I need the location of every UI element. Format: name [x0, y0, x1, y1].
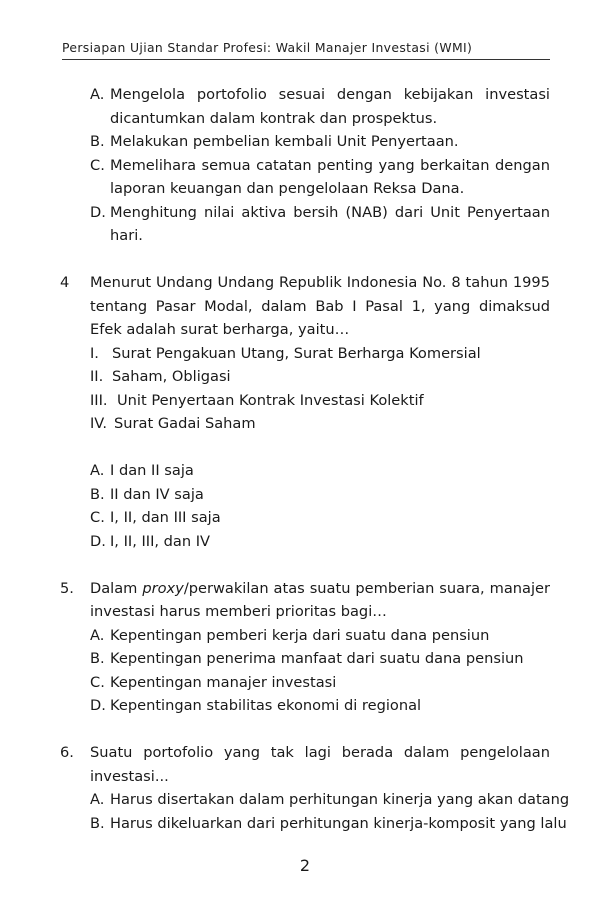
- option-text: I, II, dan III saja: [110, 509, 221, 526]
- option-mark: A.: [90, 462, 105, 479]
- question-number: 4: [60, 274, 70, 291]
- option-mark: C.: [90, 673, 105, 691]
- option-text: Mengelola portofolio sesuai dengan kebijakan investasi: [110, 86, 550, 103]
- question-text-pre: Dalam: [90, 579, 143, 597]
- option-text: Menghitung nilai aktiva bersih (NAB) dari Unit Penyertaan: [110, 203, 550, 221]
- option-mark: C.: [90, 509, 105, 526]
- item-mark: I.: [90, 344, 99, 362]
- question-number: 6.: [60, 744, 74, 761]
- item-mark: IV.: [90, 415, 108, 432]
- q6-stem-line1: [60, 741, 550, 765]
- option-text: Harus disertakan dalam perhitungan kinerja yang akan datang: [110, 791, 570, 808]
- q4-item-1: [60, 342, 550, 366]
- option-mark: B.: [90, 133, 105, 150]
- page-number: 2: [299, 856, 311, 875]
- q4-stem-line1: [60, 271, 550, 295]
- q4-item-4: [60, 412, 550, 436]
- option-mark: B.: [90, 814, 105, 832]
- option-mark: D.: [90, 532, 106, 550]
- question-text: Suatu portofolio yang tak lagi berada dalam pengelolaan: [90, 744, 550, 761]
- q4-item-2: [60, 365, 550, 389]
- question-number: 5.: [60, 579, 74, 597]
- option-text: Harus dikeluarkan dari perhitungan kinerja-komposit yang lalu: [110, 814, 567, 832]
- q5-stem-line1: [60, 577, 550, 601]
- option-mark: B.: [90, 650, 105, 667]
- question-text-post: /perwakilan atas suatu pemberian suara, manajer: [183, 579, 550, 597]
- q4-stem-line2: tentang Pasar Modal, dalam Bab I Pasal 1, yang dimaksud: [90, 297, 550, 315]
- option-text: I dan II saja: [110, 462, 194, 479]
- q5-option-b: [60, 647, 550, 671]
- q3-option-a-line2: dicantumkan dalam kontrak dan prospektus.: [110, 109, 438, 127]
- q3-option-d-line1: [60, 201, 550, 225]
- q3-option-b: [60, 130, 550, 154]
- option-text: Melakukan pembelian kembali Unit Penyertaan.: [110, 133, 459, 150]
- item-text: Surat Pengakuan Utang, Surat Berharga Komersial: [112, 344, 481, 362]
- option-text: I, II, III, dan IV: [110, 532, 211, 550]
- option-mark: B.: [90, 485, 105, 503]
- q3-option-d-line2: hari.: [110, 227, 143, 244]
- q5-option-a: [60, 624, 550, 648]
- option-mark: C.: [90, 156, 105, 174]
- item-mark: III.: [90, 391, 108, 409]
- option-text: Kepentingan stabilitas ekonomi di regional: [110, 697, 422, 714]
- option-mark: D.: [90, 203, 106, 221]
- q6-option-b: [60, 812, 567, 836]
- option-mark: A.: [90, 791, 105, 808]
- option-mark: A.: [90, 86, 105, 103]
- item-text: Saham, Obligasi: [112, 368, 231, 385]
- option-text: Kepentingan manajer investasi: [110, 673, 337, 691]
- option-text: Memelihara semua catatan penting yang berkaitan dengan: [110, 156, 550, 174]
- option-text: Kepentingan pemberi kerja dari suatu dana pensiun: [110, 626, 490, 644]
- option-text: Kepentingan penerima manfaat dari suatu dana pensiun: [110, 650, 524, 667]
- q4-stem-line3: Efek adalah surat berharga, yaitu…: [90, 321, 350, 338]
- q4-option-a: [60, 459, 550, 483]
- item-text: Surat Gadai Saham: [114, 415, 256, 432]
- question-text-italic: proxy: [142, 579, 184, 597]
- item-mark: II.: [90, 368, 104, 385]
- q4-option-c: [60, 506, 550, 530]
- page-content: [60, 83, 570, 835]
- q3-option-c-line2: laporan keuangan dan pengelolaan Reksa Dana.: [110, 180, 465, 197]
- option-text: II dan IV saja: [110, 485, 204, 503]
- question-text: [90, 580, 550, 597]
- q6-option-a: [60, 788, 570, 812]
- q6-stem-line2: investasi...: [90, 767, 169, 785]
- q5-option-d: [60, 694, 550, 718]
- item-text: Unit Penyertaan Kontrak Investasi Kolektif: [117, 391, 424, 409]
- q5-stem-line2: investasi harus memberi prioritas bagi…: [90, 603, 387, 620]
- q4-option-b: [60, 483, 550, 507]
- q3-option-c-line1: [60, 154, 550, 178]
- option-mark: D.: [90, 697, 106, 714]
- q5-option-c: [60, 671, 550, 695]
- q4-option-d: [60, 530, 550, 554]
- running-header: Persiapan Ujian Standar Profesi: Wakil Manajer Investasi (WMI): [62, 40, 550, 60]
- q3-option-a-line1: [60, 83, 550, 107]
- question-text: Menurut Undang Undang Republik Indonesia No. 8 tahun 1995: [90, 274, 550, 291]
- q4-item-3: [60, 389, 550, 413]
- option-mark: A.: [90, 626, 105, 644]
